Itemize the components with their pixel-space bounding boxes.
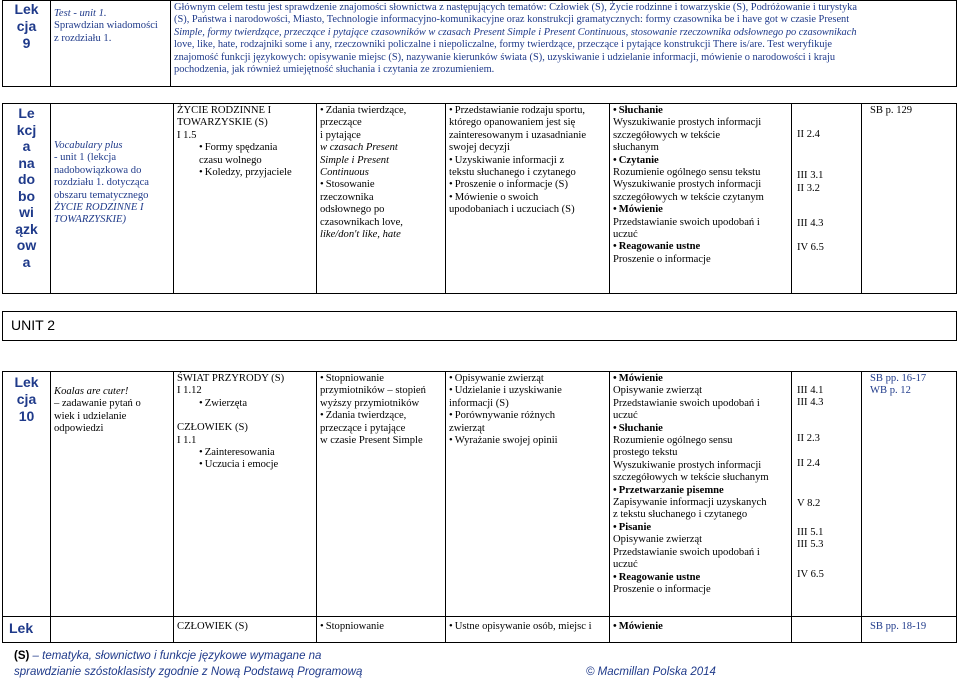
lesson10-label: Lek cja 10	[3, 372, 51, 617]
lesson11-functions-cell: • Ustne opisywanie osób, miejsc i	[446, 617, 610, 643]
lesson9-description: Głównym celem testu jest sprawdzenie znajomości słownictwa z następujących tematów: Człowiek (S), Życie rodzinne i towarzyskie (S), Podróżowanie i turystyka (S), Państwa i narodowości, Miasto, Technologie informacyjno-komunikacyjne oraz konstrukcji gramatycznych: formy czasownika be i have got w czasie Present Simple, formy twierdzące, przeczące i pytające czasowników w czasach Present Simple i Present Continuous, stosowanie rzeczownika odsłownego po czasownikach love, like, hate, rodzajniki some i any, rzeczowniki policzalne i niepoliczalne, formy twierdzące, przeczące i pytające konstrukcji There is/are. Test weryfikuje znajomość funkcji językowych: opisywanie miejsc (S), nazywanie kierunków świata (S), uzyskiwanie i udzielanie informacji, mówienie o narodowości i kraju pochodzenia, jak również umiejętność słuchania i czytania ze zrozumieniem.	[171, 1, 957, 87]
bonus-lesson-label: Le kcj a na do bo wi ązk ow a	[3, 104, 51, 294]
lesson11-intro-cell	[51, 617, 174, 643]
lesson11-grammar-cell: • Stopniowanie	[317, 617, 446, 643]
lesson10-table	[2, 371, 957, 643]
bonus-topic-cell: ŻYCIE RODZINNE I TOWARZYSKIE (S) I 1.5 • Formy spędzania czasu wolnego • Koledzy, przyjaciele	[174, 104, 317, 294]
lesson11-codes-cell	[792, 617, 862, 643]
bonus-grammar-cell: • Zdania twierdzące, przeczące i pytające w czasach Present Simple i Present Continuous • Stosowanie rzeczownika odsłownego po czasownikach love, like/don't like, hate	[317, 104, 446, 294]
bonus-vocab-cell: Vocabulary plus - unit 1 (lekcja nadobowiązkowa do rozdziału 1. dotycząca obszaru tematycznego ŻYCIE RODZINNE I TOWARZYSKIE)	[51, 104, 174, 294]
bonus-book-cell: SB p. 129	[862, 104, 957, 294]
lesson9-label: Lek cja 9	[3, 1, 51, 87]
bonus-skills-cell: • Słuchanie Wyszukiwanie prostych informacji szczegółowych w tekście słuchanym • Czytanie Rozumienie ogólnego sensu tekstu Wyszukiwanie prostych informacji szczegółowych w tekście czytanym • Mówienie Przedstawianie swoich upodobań i uczuć • Reagowanie ustne Proszenie o informacje	[610, 104, 792, 294]
lesson10-topic-cell: ŚWIAT PRZYRODY (S) I 1.12 • Zwierzęta CZŁOWIEK (S) I 1.1 • Zainteresowania • Uczucia i emocje	[174, 372, 317, 617]
unit-title: UNIT 2	[2, 311, 957, 341]
lesson11-skills-cell: • Mówienie	[610, 617, 792, 643]
bonus-lesson-table	[2, 103, 957, 294]
lesson9-test-cell: Test - unit 1. Sprawdzian wiadomości z rozdziału 1.	[51, 1, 171, 87]
lesson9-table	[2, 0, 957, 87]
footer-note: (S) – tematyka, słownictwo i funkcje językowe wymagane na sprawdzianie szóstoklasisty zgodnie z Nową Podstawą Programową © Macmillan Polska 2014	[14, 650, 716, 678]
bonus-codes-cell: II 2.4 III 3.1 II 3.2 III 4.3 IV 6.5	[792, 104, 862, 294]
lesson10-codes-cell: III 4.1 III 4.3 II 2.3 II 2.4 V 8.2 III 5.1 III 5.3 IV 6.5	[792, 372, 862, 617]
lesson10-book-cell: SB pp. 16-17 WB p. 12	[862, 372, 957, 617]
lesson10-skills-cell: • Mówienie Opisywanie zwierząt Przedstawianie swoich upodobań i uczuć • Słuchanie Rozumienie ogólnego sensu prostego tekstu Wyszukiwanie prostych informacji szczegółowych w tekście słuchanym • Przetwarzanie pisemne Zapisywanie informacji uzyskanych z tekstu słuchanego i czytanego • Pisanie Opisywanie zwierząt Przedstawianie swoich upodobań i uczuć • Reagowanie ustne Proszenie o informacje	[610, 372, 792, 617]
lesson11-topic-cell: CZŁOWIEK (S)	[174, 617, 317, 643]
lesson11-book-cell: SB pp. 18-19	[862, 617, 957, 643]
copyright: © Macmillan Polska 2014	[586, 666, 716, 678]
bonus-functions-cell: • Przedstawianie rodzaju sportu, którego opanowaniem jest się zainteresowanym i uzasadnianie swojej decyzji • Uzyskiwanie informacji z tekstu słuchanego i czytanego • Proszenie o informacje (S) • Mówienie o swoich upodobaniach i uczuciach (S)	[446, 104, 610, 294]
lesson11-label: Lek	[3, 617, 51, 643]
lesson10-functions-cell: • Opisywanie zwierząt • Udzielanie i uzyskiwanie informacji (S) • Porównywanie różnych zwierząt • Wyrażanie swojej opinii	[446, 372, 610, 617]
lesson10-grammar-cell: • Stopniowanie przymiotników – stopień wyższy przymiotników • Zdania twierdzące, przeczące i pytające w czasie Present Simple	[317, 372, 446, 617]
footer-marker: (S)	[14, 650, 30, 662]
lesson10-intro-cell: Koalas are cuter! – zadawanie pytań o wiek i udzielanie odpowiedzi	[51, 372, 174, 617]
